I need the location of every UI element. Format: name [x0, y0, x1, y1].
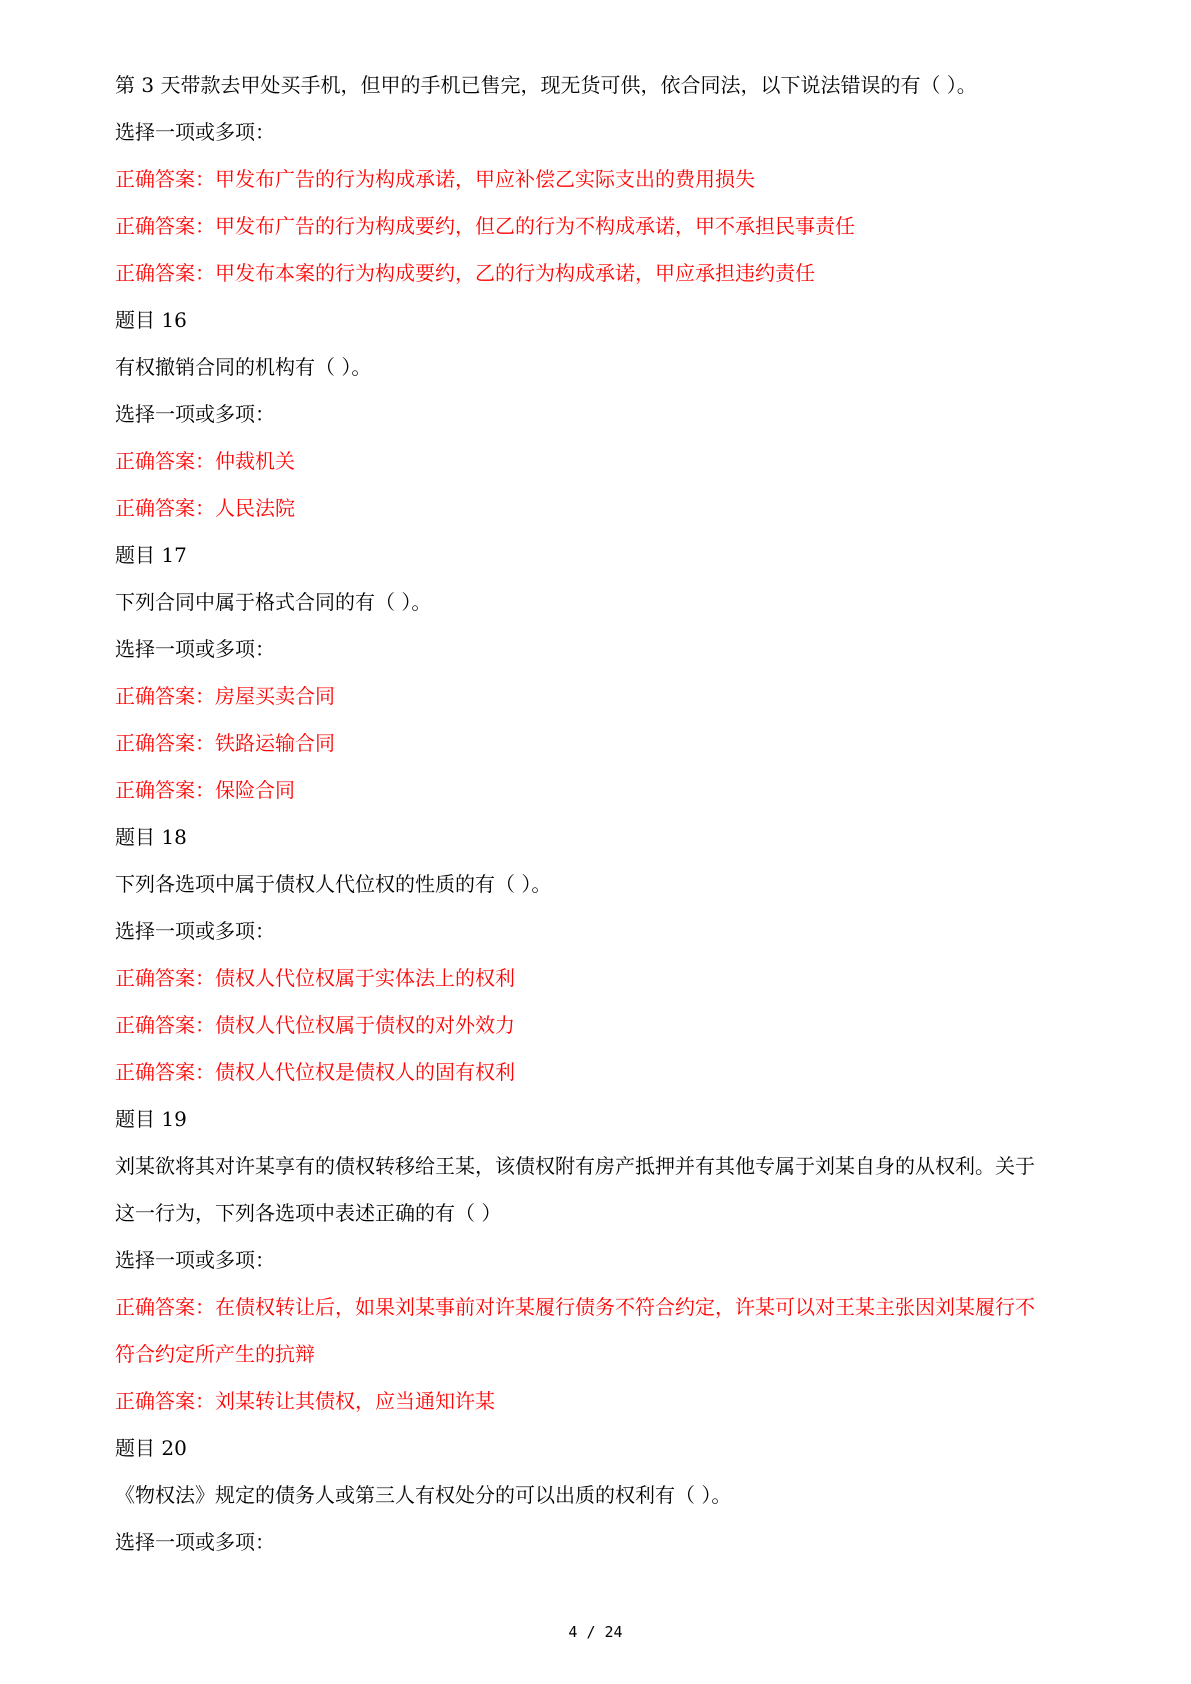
question-text: 《物权法》规定的债务人或第三人有权处分的可以出质的权利有（ ）。 — [115, 1483, 732, 1507]
correct-answer: 符合约定所产生的抗辩 — [115, 1342, 315, 1366]
choice-instruction: 选择一项或多项： — [115, 402, 275, 426]
question-number: 题目 16 — [115, 308, 187, 332]
question-text: 有权撤销合同的机构有（ ）。 — [115, 355, 372, 379]
document-body — [115, 62, 1095, 1566]
question-number: 题目 19 — [115, 1107, 187, 1131]
correct-answer: 正确答案：人民法院 — [115, 496, 295, 520]
correct-answer: 正确答案：在债权转让后，如果刘某事前对许某履行债务不符合约定，许某可以对王某主张因刘某履行不 — [115, 1295, 1035, 1319]
choice-instruction: 选择一项或多项： — [115, 1530, 275, 1554]
question-number: 题目 17 — [115, 543, 187, 567]
question-text: 这一行为，下列各选项中表述正确的有（ ） — [115, 1201, 502, 1225]
correct-answer: 正确答案：刘某转让其债权，应当通知许某 — [115, 1389, 495, 1413]
choice-instruction: 选择一项或多项： — [115, 120, 275, 144]
question-text: 刘某欲将其对许某享有的债权转移给王某，该债权附有房产抵押并有其他专属于刘某自身的从权利。关于 — [115, 1154, 1035, 1178]
correct-answer: 正确答案：甲发布本案的行为构成要约，乙的行为构成承诺，甲应承担违约责任 — [115, 261, 815, 285]
correct-answer: 正确答案：债权人代位权属于实体法上的权利 — [115, 966, 515, 990]
question-text: 下列合同中属于格式合同的有（ ）。 — [115, 590, 432, 614]
correct-answer: 正确答案：房屋买卖合同 — [115, 684, 335, 708]
correct-answer: 正确答案：甲发布广告的行为构成承诺，甲应补偿乙实际支出的费用损失 — [115, 167, 755, 191]
correct-answer: 正确答案：债权人代位权是债权人的固有权利 — [115, 1060, 515, 1084]
question-text-continued: 第 3 天带款去甲处买手机，但甲的手机已售完，现无货可供，依合同法，以下说法错误的有（ ）。 — [115, 73, 977, 97]
choice-instruction: 选择一项或多项： — [115, 1248, 275, 1272]
correct-answer: 正确答案：保险合同 — [115, 778, 295, 802]
correct-answer: 正确答案：仲裁机关 — [115, 449, 295, 473]
question-number: 题目 20 — [115, 1436, 187, 1460]
correct-answer: 正确答案：铁路运输合同 — [115, 731, 335, 755]
choice-instruction: 选择一项或多项： — [115, 919, 275, 943]
question-text: 下列各选项中属于债权人代位权的性质的有（ ）。 — [115, 872, 552, 896]
correct-answer: 正确答案：甲发布广告的行为构成要约，但乙的行为不构成承诺，甲不承担民事责任 — [115, 214, 855, 238]
choice-instruction: 选择一项或多项： — [115, 637, 275, 661]
page-number: 4 / 24 — [568, 1623, 623, 1641]
question-number: 题目 18 — [115, 825, 187, 849]
correct-answer: 正确答案：债权人代位权属于债权的对外效力 — [115, 1013, 515, 1037]
